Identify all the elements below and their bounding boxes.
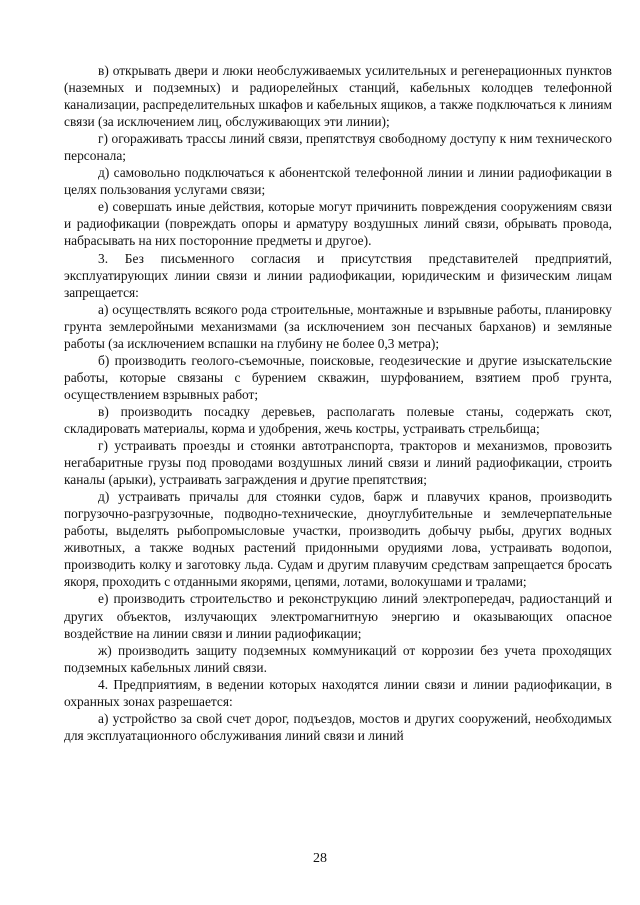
paragraph-item-a-construction-works: а) осуществлять всякого рода строительные, монтажные и взрывные работы, планировку грунта землеройными механизмами (за исключением зон песчаных барханов) и земляные работы (за исключением вспашки на глубину не более 0,3 метра); — [64, 301, 612, 351]
paragraph-item-b-survey-works: б) производить геолого-съемочные, поисковые, геодезические и другие изыскательские работы, которые связаны с бурением скважин, шурфованием, взятием проб грунта, осуществлением взрывных работ; — [64, 352, 612, 402]
paragraph-item-g-fence-routes: г) огораживать трассы линий связи, препятствуя свободному доступу к ним технического персонала; — [64, 131, 612, 164]
paragraph-item-v-planting: в) производить посадку деревьев, располагать полевые станы, содержать скот, складировать материалы, корма и удобрения, жечь костры, устраивать стрельбища; — [64, 403, 612, 436]
paragraph-item-v-open-doors: в) открывать двери и люки необслуживаемых усилительных и регенерационных пунктов (наземных и подземных) и радиорелейных станций, кабельных колодцев телефонной канализации, распределительных шкафов и кабельных ящиков, а также подключаться к линиям связи (за исключением лиц, обслуживающих эти линии); — [64, 63, 612, 130]
paragraph-section-3: 3. Без письменного согласия и присутствия представителей предприятий, эксплуатирующих линии связи и линии радиофикации, юридическим и физическим лицам запрещается: — [64, 250, 612, 300]
paragraph-item-e-other-actions: е) совершать иные действия, которые могут причинить повреждения сооружениям связи и радиофикации (повреждать опоры и арматуру воздушных линий связи, обрывать провода, набрасывать на них посторонние предметы и другое). — [64, 199, 612, 249]
paragraph-item-e-power-lines: е) производить строительство и реконструкцию линий электропередач, радиостанций и других объектов, излучающих электромагнитную энергию и оказывающих опасное воздействие на линии связи и линии радиофикации; — [64, 591, 612, 641]
document-body — [64, 62, 612, 744]
paragraph-item-zh-corrosion-protection: ж) производить защиту подземных коммуникаций от коррозии без учета проходящих подземных кабельных линий связи. — [64, 642, 612, 675]
paragraph-item-d-unauthorized-connection: д) самовольно подключаться к абонентской телефонной линии и линии радиофикации в целях пользования услугами связи; — [64, 165, 612, 198]
paragraph-item-g-driveways: г) устраивать проезды и стоянки автотранспорта, тракторов и механизмов, провозить негабаритные грузы под проводами воздушных линий связи и линий радиофикации, строить каналы (арыки), устраивать заграждения и другие препятствия; — [64, 438, 612, 488]
paragraph-item-d-moorings: д) устраивать причалы для стоянки судов, барж и плавучих кранов, производить погрузочно-разгрузочные, подводно-технические, дноуглубительные и землечерпательные работы, выделять рыбопромысловые участки, производить добычу рыбы, других водных животных, а также водных растений придонными орудиями лова, устраивать водопои, производить колку и заготовку льда. Судам и другим плавучим средствам запрещается бросать якоря, проходить с отданными якорями, цепями, лотами, волокушами и тралами; — [64, 489, 612, 590]
page-number: 28 — [313, 851, 327, 866]
paragraph-section-4: 4. Предприятиям, в ведении которых находятся линии связи и линии радиофикации, в охранных зонах разрешается: — [64, 676, 612, 709]
paragraph-item-a-roads: а) устройство за свой счет дорог, подъездов, мостов и других сооружений, необходимых для эксплуатационного обслуживания линий связи и линий — [64, 710, 612, 743]
